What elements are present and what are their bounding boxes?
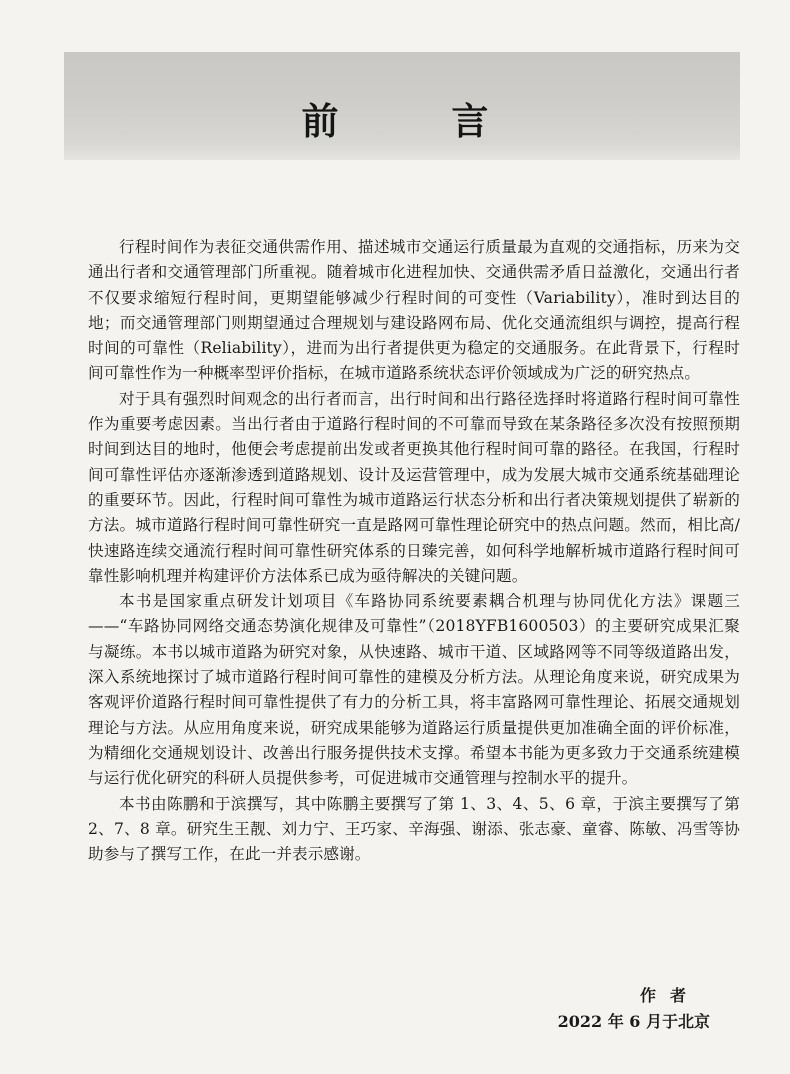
preface-body — [88, 235, 740, 867]
paragraph-4: 本书由陈鹏和于滨撰写，其中陈鹏主要撰写了第 1、3、4、5、6 章，于滨主要撰写了第 2、7、8 章。研究生王靓、刘力宁、王巧家、辛海强、谢添、张志豪、童睿、陈敏、冯雪等协助参与了撰写工作，在此一并表示感谢。 — [88, 794, 740, 864]
signature-author: 作者 — [639, 986, 700, 1005]
page-title: 前 言 — [301, 100, 539, 143]
signature-block — [558, 983, 710, 1035]
signature-date: 2022 年 6 月于北京 — [557, 1012, 710, 1031]
paragraph-2: 对于具有强烈时间观念的出行者而言，出行时间和出行路径选择时将道路行程时间可靠性作为重要考虑因素。当出行者由于道路行程时间的不可靠而导致在某条路径多次没有按照预期时间到达目的地时，他便会考虑提前出发或者更换其他行程时间可靠的路径。在我国，行程时间可靠性评估亦逐渐渗透到道路规划、设计及运营管理中，成为发展大城市交通系统基础理论的重要环节。因此，行程时间可靠性为城市道路运行状态分析和出行者决策规划提供了崭新的方法。城市道路行程时间可靠性研究一直是路网可靠性理论研究中的热点问题。然而，相比高/快速路连续交通流行程时间可靠性研究体系的日臻完善，如何科学地解析城市道路行程时间可靠性影响机理并构建评价方法体系已成为亟待解决的关键问题。 — [88, 389, 740, 585]
paragraph-3: 本书是国家重点研发计划项目《车路协同系统要素耦合机理与协同优化方法》课题三——“车路协同网络交通态势演化规律及可靠性”（2018YFB1600503）的主要研究成果汇聚与凝练。本书以城市道路为研究对象，从快速路、城市干道、区域路网等不同等级道路出发，深入系统地探讨了城市道路行程时间可靠性的建模及分析方法。从理论角度来说，研究成果为客观评价道路行程时间可靠性提供了有力的分析工具，将丰富路网可靠性理论、拓展交通规划理论与方法。从应用角度来说，研究成果能够为道路运行质量提供更加准确全面的评价标准，为精细化交通规划设计、改善出行服务提供技术支撑。希望本书能为更多致力于交通系统建模与运行优化研究的科研人员提供参考，可促进城市交通管理与控制水平的提升。 — [88, 592, 740, 788]
paragraph-1: 行程时间作为表征交通供需作用、描述城市交通运行质量最为直观的交通指标，历来为交通出行者和交通管理部门所重视。随着城市化进程加快、交通供需矛盾日益激化，交通出行者不仅要求缩短行程时间，更期望能够减少行程时间的可变性（Variability），准时到达目的地；而交通管理部门则期望通过合理规划与建设路网布局、优化交通流组织与调控，提高行程时间的可靠性（Reliability），进而为出行者提供更为稳定的交通服务。在此背景下，行程时间可靠性作为一种概率型评价指标，在城市道路系统状态评价领域成为广泛的研究热点。 — [88, 238, 740, 383]
